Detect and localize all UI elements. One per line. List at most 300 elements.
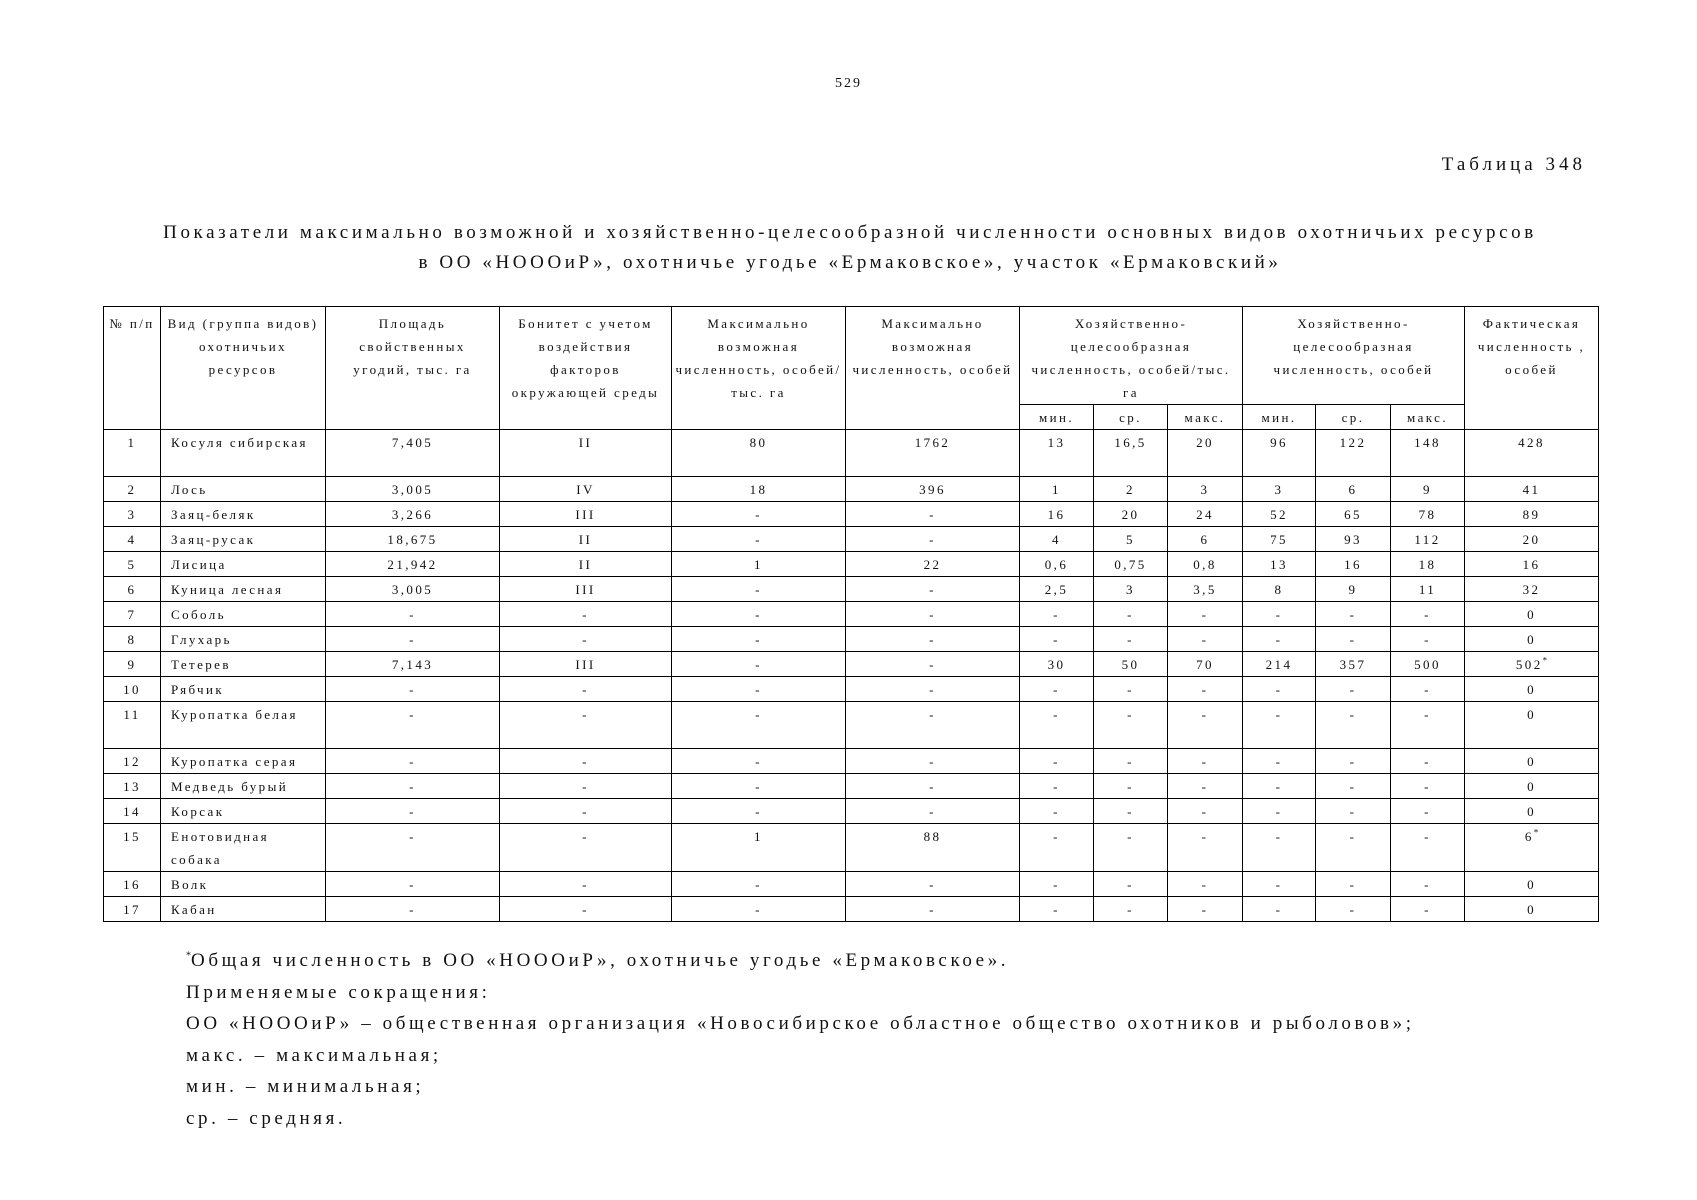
table-row [104,799,1599,824]
cell-text: - [929,877,936,892]
value-cell [1094,652,1168,677]
value-cell [672,897,846,922]
value-cell [846,477,1020,502]
species-cell [161,897,326,922]
cell-text: 13 [1270,557,1288,572]
cell-text: 122 [1339,435,1367,450]
cell-text: 5 [127,557,137,572]
value-cell [1391,799,1465,824]
value-cell [1391,477,1465,502]
value-cell [1316,552,1391,577]
cell-text: - [409,902,416,917]
cell-text: IV [576,482,595,497]
cell-text: - [582,877,589,892]
header-density-max: макс. [1168,405,1243,430]
cell-text: 148 [1414,435,1441,450]
cell-text: - [1275,682,1283,697]
cell-text: - [409,754,416,769]
value-cell [1168,430,1243,477]
value-cell [1465,799,1599,824]
species-cell [161,872,326,897]
cell-text: 16 [123,877,141,892]
row-number-cell [104,477,161,502]
value-cell [1316,677,1391,702]
table-row [104,749,1599,774]
value-cell [1465,477,1599,502]
value-cell [846,430,1020,477]
value-cell [1168,749,1243,774]
cell-text: - [582,829,589,844]
cell-text: 3 [127,507,137,522]
cell-text: - [929,582,936,597]
cell-text: - [929,657,936,672]
cell-text: 4 [1052,532,1061,547]
cell-text: - [409,804,416,819]
cell-text: 0 [1527,877,1536,892]
value-cell [672,527,846,552]
value-cell [500,577,672,602]
cell-text: Рябчик [171,682,225,697]
cell-text: 3,5 [1193,582,1217,597]
table-row [104,430,1599,477]
cell-text: - [755,754,762,769]
cell-text: - [582,754,589,769]
cell-text: - [1053,632,1060,647]
row-number-cell [104,749,161,774]
value-cell [326,430,500,477]
value-cell [1243,872,1316,897]
value-cell [326,749,500,774]
cell-text: 6 [1348,482,1358,497]
cell-text: - [929,682,936,697]
cell-text: 1 [127,435,137,450]
cell-text: 2 [127,482,137,497]
cell-text: - [755,682,762,697]
cell-text: 1 [754,829,763,844]
cell-text: 0 [1527,682,1536,697]
value-cell [1243,527,1316,552]
value-cell [326,897,500,922]
cell-text: Косуля сибирская [171,435,308,450]
cell-text: - [409,829,416,844]
value-cell [1316,602,1391,627]
cell-text: - [1424,682,1431,697]
cell-text: 17 [123,902,141,917]
value-cell [1020,477,1094,502]
cell-text: - [755,779,762,794]
species-cell [161,502,326,527]
value-cell [672,677,846,702]
value-cell [1020,602,1094,627]
cell-text: Заяц-беляк [171,507,256,522]
cell-text: - [409,707,416,722]
cell-text: - [1127,902,1134,917]
value-cell [1020,527,1094,552]
row-number-cell [104,677,161,702]
header-bonitet: Бонитет с учетом воздействия факторов окружающей среды [500,307,672,430]
cell-text: - [755,902,762,917]
cell-text: - [755,607,762,622]
value-cell [500,552,672,577]
cell-text: - [929,532,936,547]
value-cell [846,824,1020,872]
cell-text: 32 [1522,582,1541,597]
value-cell [1316,774,1391,799]
cell-text: 6 [127,582,137,597]
species-cell [161,477,326,502]
value-cell [1465,872,1599,897]
cell-text: 96 [1270,435,1288,450]
cell-text: Лось [171,482,208,497]
row-number-cell [104,430,161,477]
value-cell [672,627,846,652]
value-cell [1094,602,1168,627]
cell-text: - [755,532,762,547]
value-cell [672,552,846,577]
cell-text: 50 [1121,657,1140,672]
cell-text: 0 [1527,902,1536,917]
cell-text: - [1275,754,1283,769]
cell-text: Енотовидная собака [171,829,270,867]
cell-text: 11 [123,707,141,722]
cell-text: 0,75 [1114,557,1147,572]
value-cell [500,527,672,552]
cell-text: - [1127,754,1134,769]
row-number-cell [104,652,161,677]
value-cell [1168,577,1243,602]
value-cell [1316,577,1391,602]
cell-text: 8 [127,632,137,647]
cell-text: Корсак [171,804,225,819]
value-cell [1391,824,1465,872]
cell-text: - [1424,804,1431,819]
cell-text: - [582,902,589,917]
cell-text: - [755,507,762,522]
cell-text: 89 [1522,507,1541,522]
cell-text: - [755,877,762,892]
value-cell [846,527,1020,552]
cell-text: - [1053,804,1060,819]
cell-text: - [1127,632,1134,647]
value-cell [1020,824,1094,872]
footnote [186,945,1606,977]
cell-text: - [1053,707,1060,722]
value-cell [1168,774,1243,799]
value-cell [500,702,672,749]
value-cell [846,627,1020,652]
value-cell [1465,527,1599,552]
value-cell [1391,897,1465,922]
cell-text: - [1201,682,1209,697]
value-cell [326,502,500,527]
cell-text: 65 [1344,507,1362,522]
cell-text: - [409,682,416,697]
value-cell [846,502,1020,527]
value-cell [1094,872,1168,897]
cell-text: 75 [1270,532,1288,547]
cell-text: 0 [1527,804,1536,819]
notes [186,945,1606,1134]
species-cell [161,774,326,799]
row-number-cell [104,774,161,799]
value-cell [500,502,672,527]
value-cell [1094,552,1168,577]
value-cell [1243,627,1316,652]
cell-text: - [1349,902,1357,917]
cell-text: II [578,435,593,450]
value-cell [1094,749,1168,774]
value-cell [1168,502,1243,527]
value-cell [672,477,846,502]
row-number-cell [104,799,161,824]
value-cell [1465,502,1599,527]
value-cell [326,627,500,652]
cell-text: 70 [1196,657,1214,672]
value-cell [500,430,672,477]
value-cell [1391,602,1465,627]
value-cell [1316,502,1391,527]
value-cell [1391,749,1465,774]
cell-text: - [582,804,589,819]
header-econ-density: Хозяйственно-целесообразная численность, особей/тыс. га [1020,307,1243,405]
value-cell [1243,774,1316,799]
value-cell [1168,552,1243,577]
cell-text: - [1201,754,1209,769]
value-cell [1243,799,1316,824]
cell-text: - [1127,607,1134,622]
cell-text: - [755,657,762,672]
row-number-cell [104,872,161,897]
cell-text: Куница лесная [171,582,284,597]
table-row [104,577,1599,602]
value-cell [1020,552,1094,577]
cell-text: - [1053,607,1060,622]
cell-text: - [929,804,936,819]
cell-text: 88 [923,829,942,844]
cell-text: - [1349,607,1357,622]
cell-text: 9 [1348,582,1358,597]
cell-text: - [1424,607,1431,622]
value-cell [1243,652,1316,677]
row-number-cell [104,602,161,627]
value-cell [1316,627,1391,652]
cell-text: - [755,582,762,597]
cell-text: 1762 [914,435,951,450]
value-cell [672,749,846,774]
header-max-count: Максимально возможная численность, особей [846,307,1020,430]
cell-text: - [409,632,416,647]
cell-text: - [1053,754,1060,769]
cell-text: - [1201,779,1209,794]
cell-text: Кабан [171,902,217,917]
cell-text: Волк [171,877,209,892]
cell-text: 16 [1047,507,1066,522]
value-cell [1020,749,1094,774]
value-cell [326,824,500,872]
value-cell [1168,477,1243,502]
value-cell [1020,897,1094,922]
species-cell [161,677,326,702]
value-cell [846,552,1020,577]
cell-text: 0,6 [1044,557,1069,572]
value-cell [1243,702,1316,749]
abbreviation-avg: ср. – средняя. [186,1107,347,1129]
species-cell [161,552,326,577]
cell-text: 0 [1527,632,1536,647]
cell-text: 18 [1418,557,1437,572]
value-cell [1465,702,1599,749]
cell-text: 502 [1515,657,1543,672]
cell-text: - [1275,632,1283,647]
value-cell [1316,702,1391,749]
page-number: 529 [835,76,862,91]
value-cell [1168,799,1243,824]
cell-text: - [1349,779,1357,794]
value-cell [326,652,500,677]
species-cell [161,702,326,749]
cell-text: 14 [123,804,141,819]
cell-text: 428 [1518,435,1545,450]
table-row [104,824,1599,872]
cell-text: Соболь [171,607,226,622]
abbreviation-min: мин. – минимальная; [186,1076,425,1097]
value-cell [1020,799,1094,824]
value-cell [672,577,846,602]
value-cell [1243,897,1316,922]
value-cell [1391,527,1465,552]
cell-text: - [582,707,589,722]
value-cell [326,702,500,749]
value-cell [500,477,672,502]
table-label: Таблица 348 [1441,154,1586,175]
cell-text: 80 [749,435,768,450]
value-cell [1168,527,1243,552]
cell-text: 7,405 [391,435,434,450]
table-body [104,430,1599,922]
value-cell [1020,774,1094,799]
value-cell [500,824,672,872]
cell-text: 20 [1196,435,1214,450]
cell-text: 78 [1418,507,1437,522]
species-cell [161,652,326,677]
value-cell [672,799,846,824]
value-cell [1243,552,1316,577]
cell-text: - [929,902,936,917]
value-cell [1391,677,1465,702]
cell-text: - [1201,829,1209,844]
cell-text: - [1349,682,1357,697]
value-cell [846,577,1020,602]
value-cell [1168,652,1243,677]
cell-text: - [755,804,762,819]
cell-text: - [582,682,589,697]
header-num: № п/п [104,307,161,430]
value-cell [1243,477,1316,502]
cell-text: Медведь бурый [171,779,289,794]
cell-text: - [1424,779,1431,794]
abbreviation-max: макс. – максимальная; [186,1044,442,1066]
cell-text: 20 [1121,507,1140,522]
value-cell [1094,502,1168,527]
value-cell [326,577,500,602]
table-row [104,774,1599,799]
cell-text: - [1424,829,1431,844]
header-count-min: мин. [1243,405,1316,430]
header-species: Вид (группа видов) охотничьих ресурсов [161,307,326,430]
cell-text: Глухарь [171,632,232,647]
value-cell [326,677,500,702]
value-cell [1465,627,1599,652]
value-cell [1391,552,1465,577]
value-cell [846,702,1020,749]
cell-text: 16 [1522,557,1541,572]
value-cell [672,824,846,872]
cell-text: II [578,532,593,547]
cell-text: 6 [1200,532,1210,547]
value-cell [500,627,672,652]
cell-text: - [1053,829,1060,844]
cell-text: - [582,607,589,622]
value-cell [1316,652,1391,677]
species-table [103,306,1599,922]
cell-text: 16,5 [1114,435,1147,450]
value-cell [1316,430,1391,477]
cell-text: - [929,779,936,794]
cell-text: Тетерев [171,657,231,672]
value-cell [672,702,846,749]
cell-text: II [578,557,593,572]
cell-text: 1 [1052,482,1061,497]
value-cell [1094,774,1168,799]
cell-text: - [1349,632,1357,647]
value-cell [1168,627,1243,652]
cell-text: Лисица [171,557,227,572]
cell-text: - [929,507,936,522]
species-cell [161,627,326,652]
value-cell [1243,602,1316,627]
table-row [104,897,1599,922]
cell-text: - [1424,902,1431,917]
cell-text: 8 [1274,582,1284,597]
cell-text: 22 [923,557,942,572]
cell-text: - [1349,829,1357,844]
cell-text: 3 [1200,482,1210,497]
cell-text: 0 [1527,607,1536,622]
value-cell [1316,799,1391,824]
cell-text: 500 [1414,657,1441,672]
value-cell [1168,897,1243,922]
cell-text: 3,005 [391,482,434,497]
cell-text: - [1275,877,1283,892]
cell-text: 357 [1339,657,1367,672]
cell-text: 18 [749,482,768,497]
value-cell [1168,602,1243,627]
species-cell [161,799,326,824]
value-cell [326,477,500,502]
cell-text: - [582,779,589,794]
value-cell [1094,799,1168,824]
value-cell [500,749,672,774]
value-cell [1020,577,1094,602]
value-cell [1243,749,1316,774]
cell-text: 396 [919,482,946,497]
value-cell [672,872,846,897]
cell-text: 7,143 [391,657,434,672]
value-cell [1465,652,1599,677]
table-row [104,552,1599,577]
cell-text: 9 [127,657,137,672]
value-cell [1020,652,1094,677]
